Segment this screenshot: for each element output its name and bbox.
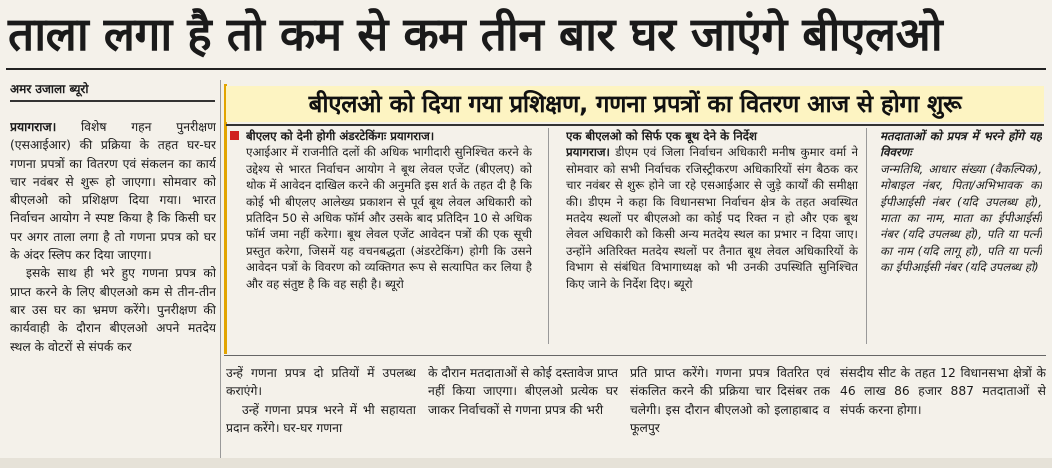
boxout-column-3 <box>880 128 1042 344</box>
left-column <box>10 118 216 456</box>
red-bullet-icon <box>230 131 239 140</box>
page-bottom-edge <box>0 458 1052 468</box>
boxout-col3-text: जन्मतिथि, आधार संख्या (वैकल्पिक), मोबाइल नंबर, पिता/अभिभावक का ईपीआईसी नंबर (यदि उपलब्ध हो), माता का नाम, माता का ईपीआईसी नंबर (यदि उपलब्ध हो), पति या पत्नी का नाम (यदि लागू हो), पति या पत्नी का ईपीआईसी नंबर (यदि उपलब्ध हो) <box>880 161 1042 275</box>
lower-col1-text-b: उन्हें गणना प्रपत्र भरने में भी सहायता प्रदान करेंगे। घर-घर गणना <box>226 402 416 435</box>
lower-col4-text: संसदीय सीट के तहत 12 विधानसभा क्षेत्रों के 46 लाख 86 हजार 887 मतदाताओं से संपर्क करना होगा। <box>840 366 1046 417</box>
boxout-divider-2 <box>866 128 867 344</box>
boxout-col2-body <box>566 144 858 292</box>
lower-col1-text: उन्हें गणना प्रपत्र दो प्रतियों में उपलब्ध कराएंगे। <box>226 366 416 399</box>
boxout-column-2 <box>566 128 858 344</box>
boxout-bottom-rule <box>224 355 1046 356</box>
boxout-column-1 <box>246 128 532 344</box>
boxout-col3-heading: मतदाताओं को प्रपत्र में भरने होंगे यह विवरणः <box>880 129 1042 160</box>
subheadline: बीएलओ को दिया गया प्रशिक्षण, गणना प्रपत्रों का वितरण आज से होगा शुरू <box>226 86 1044 122</box>
left-para-1 <box>10 118 216 264</box>
boxout-col2-text: डीएम एवं जिला निर्वाचन अधिकारी मनीष कुमार वर्मा ने सोमवार को सभी निर्वाचक रजिस्ट्रीकरण अधिकारियों संग बैठक कर चार नवंबर से शुरू होने जा रहे एसआईआर से जुड़े कार्यों की समीक्षा की। डीएम ने कहा कि विधानसभा निर्वाचन क्षेत्र के तहत अवस्थित मतदेय स्थलों पर बीएलओ का कोई पद रिक्त न हो और एक बूथ लेवल अधिकारी को किसी अन्य मतदेय स्थल का प्रभार न दिया जाए। उन्होंने अतिरिक्त मतदेय स्थलों पर तैनात बूथ लेवल अधिकारियों के विभाग से संबंधित विभागाध्यक्ष को भी उनकी उपस्थिति सुनिश्चित किए जाने के निर्देश दिए। ब्यूरो <box>566 145 858 291</box>
lower-column-2 <box>428 364 618 456</box>
lower-col2-text: के दौरान मतदाताओं से कोई दस्तावेज प्राप्त नहीं किया जाएगा। बीएलओ प्रत्येक घर जाकर निर्वाचकों से गणना प्रपत्र की भरी <box>428 366 618 417</box>
byline-rule <box>10 100 215 102</box>
column-divider <box>220 80 221 460</box>
left-para-2: इसके साथ ही भरे हुए गणना प्रपत्र को प्राप्त करने के लिए बीएलओ कम से तीन-तीन बार उस घर का भ्रमण करेंगे। पुनरीक्षण की कार्यवाही के दौरान बीएलओ अपने मतदेय स्थल के वोटरों से संपर्क कर <box>10 266 216 354</box>
byline: अमर उजाला ब्यूरो <box>10 82 89 96</box>
boxout-divider-1 <box>548 128 549 344</box>
subheadline-rule <box>226 124 1044 126</box>
lower-column-1 <box>226 364 416 456</box>
boxout-col1-text: एआईआर में राजनीति दलों की अधिक भागीदारी सुनिश्चित करने के उद्देश्य से भारत निर्वाचन आयोग ने बूथ लेवल एजेंट (बीएलए) को थोक में आवेदन दाखिल करने की अनुमति इस शर्त के तहत दी है कि कोई भी बीएलए आलेख्य प्रकाशन से पूर्व बूथ लेवल अधिकारी को प्रतिदिन 50 से अधिक फॉर्म और उसके बाद प्रतिदिन 10 से अधिक फॉर्म जमा नहीं करेगा। बूथ लेवल एजेंट आवेदन पत्रों की एक सूची प्रस्तुत करेगा, जिसमें यह वचनबद्धता (अंडरटेकिंग) होगी कि उसने आवेदन पत्रों के विवरण को व्यक्तिगत रूप से सत्यापित कर लिया है और वह संतुष्ट है कि वह सही है। ब्यूरो <box>246 145 532 291</box>
dateline: प्रयागराज। <box>10 120 57 134</box>
lower-column-4 <box>840 364 1046 456</box>
headline: ताला लगा है तो कम से कम तीन बार घर जाएंगे बीएलओ <box>8 7 943 61</box>
lower-column-3 <box>630 364 830 456</box>
boxout-col2-heading: एक बीएलओ को सिर्फ एक बूथ देने के निर्देश <box>566 129 757 143</box>
boxout-col2-dateline: प्रयागराज। <box>566 145 610 160</box>
left-para-1-text: विशेष गहन पुनरीक्षण (एसआईआर) की प्रक्रिया के तहत घर-घर गणना प्रपत्रों का वितरण एवं संकलन का कार्य चार नवंबर से शुरू हो जाएगा। सोमवार को बीएलओ को प्रशिक्षण दिया गया। भारत निर्वाचन आयोग ने स्पष्ट किया है कि किसी घर पर अगर ताला लगा है तो गणना प्रपत्र को घर के अंदर स्लिप कर दिया जाएगा। <box>10 120 216 263</box>
boxout-col1-heading: बीएलए को देनी होगी अंडरटेकिंगः प्रयागराज। <box>246 129 435 143</box>
lower-col3-text: प्रति प्राप्त करेंगे। गणना प्रपत्र वितरित एवं संकलित करने की प्रक्रिया चार दिसंबर तक चलेगी। इस दौरान बीएलओ को इलाहाबाद व फूलपुर <box>630 366 830 435</box>
headline-rule <box>6 68 1046 70</box>
